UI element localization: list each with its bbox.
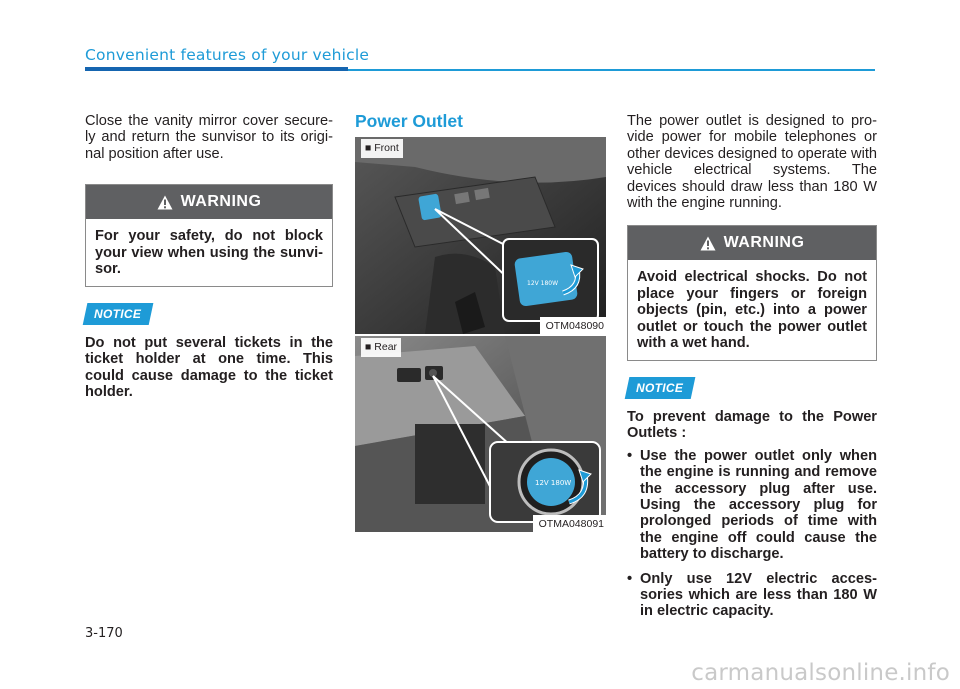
warning-heading: WARNING <box>180 193 262 211</box>
header-rule-dark <box>85 67 348 71</box>
vanity-mirror-instruction: Close the vanity mirror cover secure-ly and return the sunvisor to its origi-nal position after use. <box>85 113 333 162</box>
electrical-shock-warning-box <box>627 225 877 361</box>
header-rule-light <box>348 69 875 71</box>
front-power-outlet-figure <box>355 137 606 334</box>
rear-figure-label: ■ Rear <box>361 338 401 356</box>
warning-triangle-icon <box>157 195 173 210</box>
power-outlet-description: The power outlet is designed to pro-vide power for mobile telephones or other devices designed to operate with vehicle electrical systems. The devices should draw less than 180 W with the engine running. <box>627 113 877 212</box>
warning-header <box>628 226 876 260</box>
notice-badge: NOTICE <box>83 303 154 325</box>
section-header-title: Convenient features of your vehicle <box>85 46 370 64</box>
front-console-illustration <box>355 137 606 334</box>
rear-power-outlet-figure <box>355 336 606 532</box>
warning-text: Avoid electrical shocks. Do not place your fingers or foreign objects (pin, etc.) into a power outlet or touch the power outlet with a wet hand. <box>637 269 867 352</box>
notice-badge-wrapper <box>627 377 877 399</box>
warning-text: For your safety, do not block your view when using the sunvi-sor. <box>95 228 323 278</box>
ticket-holder-notice: Do not put several tickets in the ticket holder at one time. This could cause damage to the ticket holder. <box>85 334 333 401</box>
power-outlet-title: Power Outlet <box>355 111 463 131</box>
column-middle <box>355 113 606 532</box>
rear-figure-code: OTMA048091 <box>533 515 606 532</box>
power-outlet-notice-list <box>627 448 877 620</box>
rear-cargo-illustration <box>355 336 606 532</box>
notice-badge-wrapper <box>85 303 333 325</box>
warning-triangle-icon <box>700 236 716 251</box>
watermark: carmanualsonline.info <box>691 660 950 686</box>
column-left <box>85 113 333 400</box>
front-outlet-label: 12V 180W <box>527 280 559 288</box>
power-outlet-notice-lead: To prevent damage to the Power Outlets : <box>627 408 877 442</box>
warning-heading: WARNING <box>723 234 805 252</box>
front-figure-label: ■ Front <box>361 139 403 157</box>
list-item: • Use the power outlet only when the engine is running and remove the accessory plug after use. Using the accessory plug for prolonged periods of time with the engine off could cause the battery to discharge. <box>627 448 877 563</box>
page-number: 3-170 <box>85 626 123 641</box>
notice-badge: NOTICE <box>625 377 696 399</box>
column-right <box>627 113 877 628</box>
warning-header <box>86 185 332 219</box>
sunvisor-warning-box <box>85 184 333 287</box>
front-figure-code: OTM048090 <box>540 317 606 334</box>
rear-outlet-label: 12V 180W <box>535 479 572 488</box>
list-item: • Only use 12V electric acces-sories which are less than 180 W in electric capacity. <box>627 571 877 620</box>
